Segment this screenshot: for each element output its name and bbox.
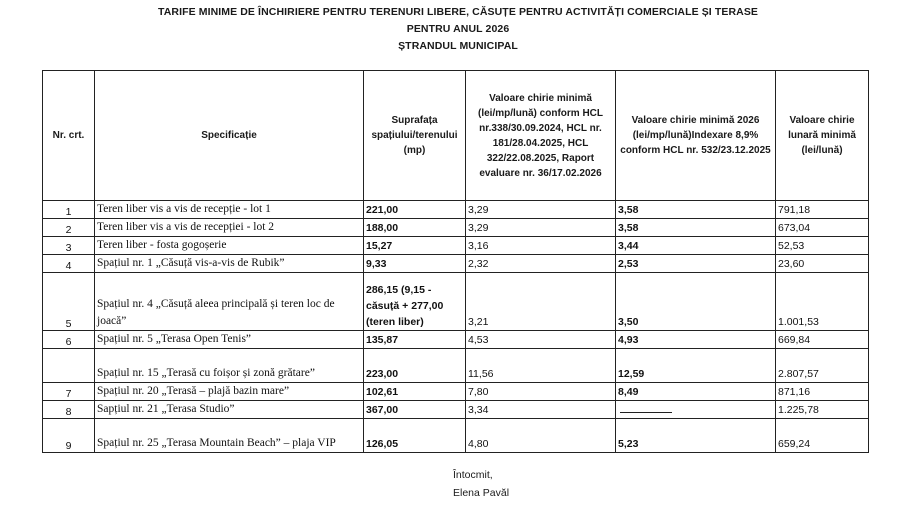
cell-spec: Spațiul nr. 1 „Căsuță vis-a-vis de Rubik” xyxy=(95,255,364,273)
cell-chirie-2026-blank xyxy=(616,401,776,419)
cell-chirie-lunara: 791,18 xyxy=(776,201,869,219)
table-row xyxy=(43,401,869,419)
cell-suprafata: 286,15 (9,15 - căsuță + 277,00 (teren liber) xyxy=(364,273,466,331)
header-specificatie: Specificație xyxy=(95,71,364,201)
cell-spec: Spațiul nr. 4 „Căsuță aleea principală și teren loc de joacă” xyxy=(95,273,364,331)
cell-suprafata: 15,27 xyxy=(364,237,466,255)
cell-chirie-lunara: 1.225,78 xyxy=(776,401,869,419)
cell-chirie-2026: 3,58 xyxy=(616,219,776,237)
cell-chirie-veche: 7,80 xyxy=(466,383,616,401)
cell-chirie-veche: 2,32 xyxy=(466,255,616,273)
cell-spec: Teren liber vis a vis de recepției - lot 2 xyxy=(95,219,364,237)
cell-spec: Teren liber vis a vis de recepție - lot 1 xyxy=(95,201,364,219)
cell-chirie-2026: 3,58 xyxy=(616,201,776,219)
table-row xyxy=(43,419,869,453)
cell-chirie-lunara: 23,60 xyxy=(776,255,869,273)
cell-chirie-2026: 2,53 xyxy=(616,255,776,273)
table-row xyxy=(43,331,869,349)
cell-chirie-lunara: 52,53 xyxy=(776,237,869,255)
cell-suprafata: 102,61 xyxy=(364,383,466,401)
table-row xyxy=(43,383,869,401)
cell-nr: 2 xyxy=(43,219,95,237)
cell-chirie-veche: 4,53 xyxy=(466,331,616,349)
cell-spec: Sapțiul nr. 21 „Terasa Studio” xyxy=(95,401,364,419)
table-row xyxy=(43,273,869,331)
cell-chirie-lunara: 2.807,57 xyxy=(776,349,869,383)
cell-nr: 7 xyxy=(43,383,95,401)
cell-chirie-lunara: 673,04 xyxy=(776,219,869,237)
cell-nr: 9 xyxy=(43,419,95,453)
cell-chirie-2026: 4,93 xyxy=(616,331,776,349)
header-nr-crt: Nr. crt. xyxy=(43,71,95,201)
cell-spec: Teren liber - fosta gogoșerie xyxy=(95,237,364,255)
cell-suprafata: 221,00 xyxy=(364,201,466,219)
cell-spec: Spațiul nr. 25 „Terasa Mountain Beach” – plaja VIP xyxy=(95,419,364,453)
table-row xyxy=(43,349,869,383)
cell-suprafata: 135,87 xyxy=(364,331,466,349)
cell-spec: Spațiul nr. 15 „Terasă cu foișor și zonă grătare” xyxy=(95,349,364,383)
table-row xyxy=(43,201,869,219)
cell-nr: 6 xyxy=(43,331,95,349)
table-header-row xyxy=(43,71,869,201)
tariff-table xyxy=(42,70,869,453)
cell-spec: Spațiul nr. 5 „Terasa Open Tenis” xyxy=(95,331,364,349)
cell-suprafata: 126,05 xyxy=(364,419,466,453)
cell-chirie-veche: 3,29 xyxy=(466,201,616,219)
header-chirie-2026: Valoare chirie minimă 2026 (lei/mp/lună)Indexare 8,9% conform HCL nr. 532/23.12.2025 xyxy=(616,71,776,201)
document-subtitle-year: PENTRU ANUL 2026 xyxy=(406,23,510,35)
cell-chirie-veche: 4,80 xyxy=(466,419,616,453)
cell-chirie-veche: 11,56 xyxy=(466,349,616,383)
cell-chirie-veche: 3,21 xyxy=(466,273,616,331)
table-row xyxy=(43,237,869,255)
cell-nr: 1 xyxy=(43,201,95,219)
cell-nr: 8 xyxy=(43,401,95,419)
document-subtitle-location: ȘTRANDUL MUNICIPAL xyxy=(398,40,518,52)
cell-nr: 3 xyxy=(43,237,95,255)
cell-suprafata: 9,33 xyxy=(364,255,466,273)
cell-chirie-veche: 3,16 xyxy=(466,237,616,255)
cell-suprafata: 367,00 xyxy=(364,401,466,419)
cell-nr: 4 xyxy=(43,255,95,273)
document-title: TARIFE MINIME DE ÎNCHIRIERE PENTRU TERENURI LIBERE, CĂSUȚE PENTRU ACTIVITĂȚI COMERCIALE ȘI TERASE xyxy=(157,6,759,18)
cell-suprafata: 188,00 xyxy=(364,219,466,237)
cell-chirie-2026: 5,23 xyxy=(616,419,776,453)
header-chirie-lunara: Valoare chirie lunară minimă (lei/lună) xyxy=(776,71,869,201)
cell-chirie-veche: 3,29 xyxy=(466,219,616,237)
table-row xyxy=(43,255,869,273)
cell-chirie-2026: 3,44 xyxy=(616,237,776,255)
cell-chirie-lunara: 871,16 xyxy=(776,383,869,401)
cell-chirie-veche: 3,34 xyxy=(466,401,616,419)
table-row xyxy=(43,219,869,237)
cell-chirie-lunara: 1.001,53 xyxy=(776,273,869,331)
cell-nr: 5 xyxy=(43,273,95,331)
cell-chirie-2026: 3,50 xyxy=(616,273,776,331)
cell-suprafata: 223,00 xyxy=(364,349,466,383)
prepared-label: Întocmit, xyxy=(453,469,493,481)
header-suprafata: Suprafața spațiului/terenului (mp) xyxy=(364,71,466,201)
cell-chirie-2026: 8,49 xyxy=(616,383,776,401)
cell-spec: Spațiul nr. 20 „Terasă – plajă bazin mare” xyxy=(95,383,364,401)
cell-nr xyxy=(43,349,95,383)
header-chirie-veche: Valoare chirie minimă (lei/mp/lună) conform HCL nr.338/30.09.2024, HCL nr. 181/28.04.2025, HCL 322/22.08.2025, Raport evaluare nr. 36/17.02.2026 xyxy=(466,71,616,201)
prepared-by-name: Elena Pavăl xyxy=(453,487,510,499)
cell-chirie-2026: 12,59 xyxy=(616,349,776,383)
cell-chirie-lunara: 659,24 xyxy=(776,419,869,453)
blank-dash-line xyxy=(620,402,672,413)
cell-chirie-lunara: 669,84 xyxy=(776,331,869,349)
